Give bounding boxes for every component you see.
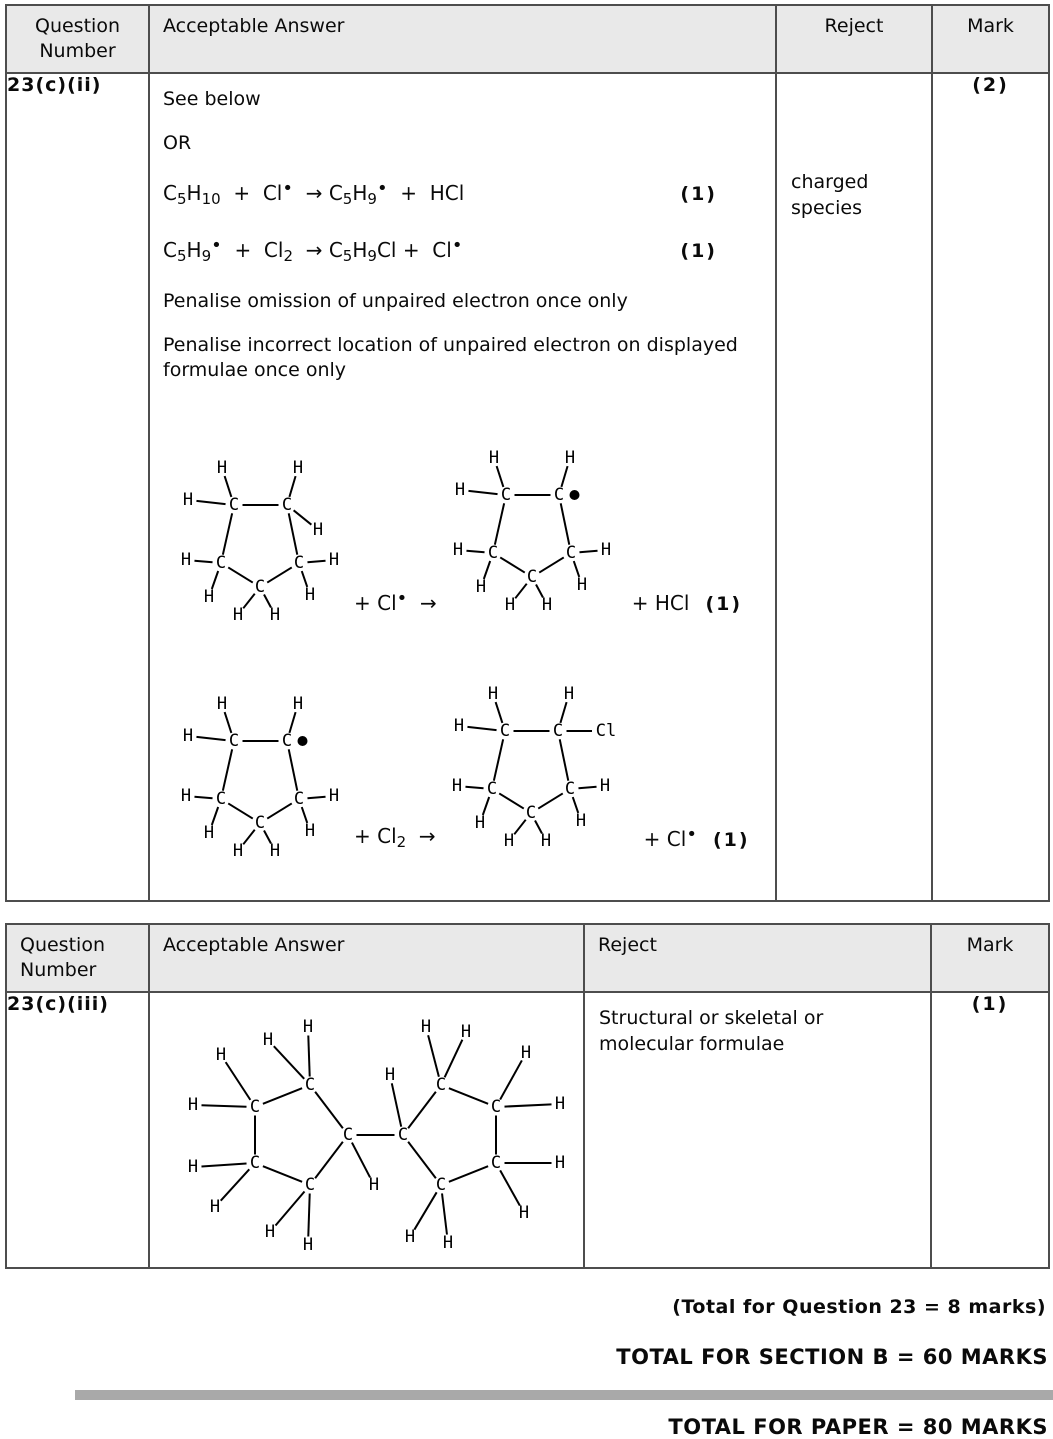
svg-text:H: H (554, 1153, 566, 1173)
header-mark: Mark (932, 5, 1049, 73)
svg-text:H: H (328, 550, 340, 570)
equation-1-formula: $C_5H_{10}$ + Cl• → $C_5H_9•$ + HCl (163, 178, 465, 208)
header-question-number: Question Number (6, 924, 149, 992)
svg-text:H: H (541, 595, 552, 613)
scheme-2-mark: (1) (712, 829, 750, 851)
svg-text:H: H (600, 540, 611, 560)
mark-scheme-table-23cii (5, 4, 1050, 902)
svg-text:C: C (435, 1075, 447, 1095)
scheme-1-mark: (1) (705, 593, 743, 615)
svg-text:C: C (281, 731, 293, 751)
header-acceptable-answer: Acceptable Answer (149, 924, 584, 992)
chlorocyclopentane-structure (442, 681, 630, 849)
svg-text:H: H (187, 1095, 199, 1115)
svg-text:H: H (384, 1065, 396, 1085)
svg-text:H: H (203, 587, 215, 607)
table2-answer-row (6, 992, 1049, 1268)
reaction-scheme-2 (163, 681, 763, 859)
header-mark: Mark (931, 924, 1049, 992)
svg-text:C: C (487, 543, 498, 563)
svg-text:H: H (452, 540, 463, 560)
svg-text:C: C (342, 1125, 354, 1145)
svg-text:C: C (304, 1075, 316, 1095)
penalise-note-2: Penalise incorrect location of unpaired electron on displayed formulae once only (163, 334, 738, 381)
total-question-23: (Total for Question 23 = 8 marks) (672, 1296, 1046, 1318)
question-number-cell: 23(c)(ii) (6, 73, 149, 901)
svg-text:H: H (520, 1043, 532, 1063)
svg-text:H: H (216, 458, 228, 478)
svg-text:C: C (215, 553, 227, 573)
mark-cell: (2) (932, 73, 1049, 901)
cyclopentyl-radical-structure (443, 445, 618, 613)
svg-text:C: C (293, 553, 305, 573)
svg-text:C: C (254, 813, 266, 833)
svg-text:H: H (540, 831, 551, 849)
svg-text:H: H (264, 1222, 276, 1242)
svg-text:H: H (216, 694, 228, 714)
svg-text:H: H (487, 684, 498, 704)
svg-text:H: H (504, 595, 515, 613)
svg-text:H: H (503, 831, 514, 849)
svg-text:H: H (182, 726, 194, 746)
svg-text:C: C (228, 495, 240, 515)
svg-text:H: H (262, 1030, 274, 1050)
svg-text:H: H (576, 575, 587, 595)
reaction-scheme-1 (163, 445, 763, 623)
svg-text:C: C (435, 1175, 447, 1195)
svg-text:H: H (180, 550, 192, 570)
svg-text:C: C (526, 567, 537, 587)
svg-text:C: C (486, 779, 497, 799)
bicyclopentyl-structure (158, 1005, 593, 1267)
mark-scheme-table-23ciii (5, 923, 1050, 1269)
svg-text:C: C (281, 495, 293, 515)
equation-2-mark: (1) (680, 240, 717, 262)
svg-text:C: C (254, 577, 266, 597)
total-section-b: TOTAL FOR SECTION B = 60 MARKS (616, 1345, 1048, 1369)
svg-text:C: C (397, 1125, 409, 1145)
svg-text:H: H (474, 813, 485, 833)
svg-text:H: H (599, 776, 610, 796)
svg-text:H: H (292, 458, 304, 478)
equation-2 (163, 232, 763, 270)
svg-text:H: H (269, 605, 281, 623)
svg-text:H: H (209, 1197, 221, 1217)
svg-text:H: H (488, 448, 499, 468)
equation-1-mark: (1) (680, 183, 717, 205)
svg-text:C: C (565, 543, 576, 563)
svg-text:H: H (292, 694, 304, 714)
svg-text:H: H (328, 786, 340, 806)
svg-text:H: H (554, 1094, 566, 1114)
reject-cell (584, 992, 931, 1268)
svg-text:C: C (564, 779, 575, 799)
svg-text:H: H (575, 811, 586, 831)
question-number-cell: 23(c)(iii) (6, 992, 149, 1268)
svg-text:C: C (500, 485, 511, 505)
svg-text:H: H (451, 776, 462, 796)
reject-text: charged species (791, 171, 869, 219)
penalise-note-1: Penalise omission of unpaired electron once only (163, 290, 628, 312)
plus-chlorine-radical-arrow-label: + Cl• → (354, 588, 437, 615)
svg-text:C: C (490, 1153, 502, 1173)
svg-text:Cl: Cl (595, 721, 616, 741)
svg-text:H: H (404, 1227, 416, 1247)
svg-text:C: C (499, 721, 510, 741)
svg-text:H: H (302, 1017, 314, 1037)
totals-section (0, 1296, 1053, 1439)
svg-text:H: H (304, 585, 316, 605)
header-reject: Reject (776, 5, 932, 73)
reject-text: Structural or skeletal or molecular formulae (599, 1007, 824, 1055)
svg-text:H: H (312, 520, 324, 540)
plus-chlorine-radical-label: + Cl• (643, 824, 697, 851)
svg-text:H: H (460, 1022, 472, 1042)
table2-header-row (6, 924, 1049, 992)
plus-hcl-label: + HCl (631, 591, 690, 615)
acceptable-answer-cell (149, 73, 776, 901)
equation-2-formula: $C_5H_9• + Cl_2 \to C_5H_9Cl$ + Cl• (163, 235, 463, 265)
svg-text:H: H (269, 841, 281, 859)
svg-text:H: H (442, 1233, 454, 1253)
table1-header-row (6, 5, 1049, 73)
svg-text:C: C (249, 1153, 261, 1173)
cyclopentane-structure (171, 455, 346, 623)
header-acceptable-answer: Acceptable Answer (149, 5, 776, 73)
see-below-text: See below (163, 88, 261, 110)
svg-text:C: C (215, 789, 227, 809)
reject-cell (776, 73, 932, 901)
total-paper: TOTAL FOR PAPER = 80 MARKS (668, 1415, 1048, 1439)
svg-text:H: H (232, 605, 244, 623)
svg-text:C: C (490, 1097, 502, 1117)
svg-text:C: C (293, 789, 305, 809)
equation-1 (163, 175, 763, 213)
svg-text:H: H (563, 684, 574, 704)
or-text: OR (163, 132, 192, 154)
svg-text:H: H (564, 448, 575, 468)
svg-text:C: C (525, 803, 536, 823)
svg-text:H: H (304, 821, 316, 841)
svg-text:H: H (180, 786, 192, 806)
svg-text:H: H (302, 1235, 314, 1255)
mark-cell: (1) (931, 992, 1049, 1268)
svg-text:H: H (232, 841, 244, 859)
table1-answer-row (6, 73, 1049, 901)
svg-text:H: H (215, 1045, 227, 1065)
svg-text:C: C (228, 731, 240, 751)
svg-text:C: C (553, 485, 564, 505)
svg-text:H: H (182, 490, 194, 510)
svg-text:H: H (475, 577, 486, 597)
svg-text:H: H (203, 823, 215, 843)
svg-text:H: H (368, 1175, 380, 1195)
divider-bar (75, 1390, 1053, 1400)
header-question-number: Question Number (6, 5, 149, 73)
header-reject: Reject (584, 924, 931, 992)
cyclopentyl-radical-structure (171, 691, 346, 859)
svg-text:H: H (420, 1017, 432, 1037)
svg-text:H: H (518, 1203, 530, 1223)
plus-cl2-arrow-label: + $Cl_2$ → (354, 824, 436, 851)
acceptable-answer-cell (149, 992, 584, 1268)
svg-text:C: C (304, 1175, 316, 1195)
svg-text:C: C (249, 1097, 261, 1117)
svg-text:H: H (453, 716, 464, 736)
svg-text:H: H (454, 480, 465, 500)
svg-text:C: C (552, 721, 563, 741)
svg-text:H: H (187, 1157, 199, 1177)
